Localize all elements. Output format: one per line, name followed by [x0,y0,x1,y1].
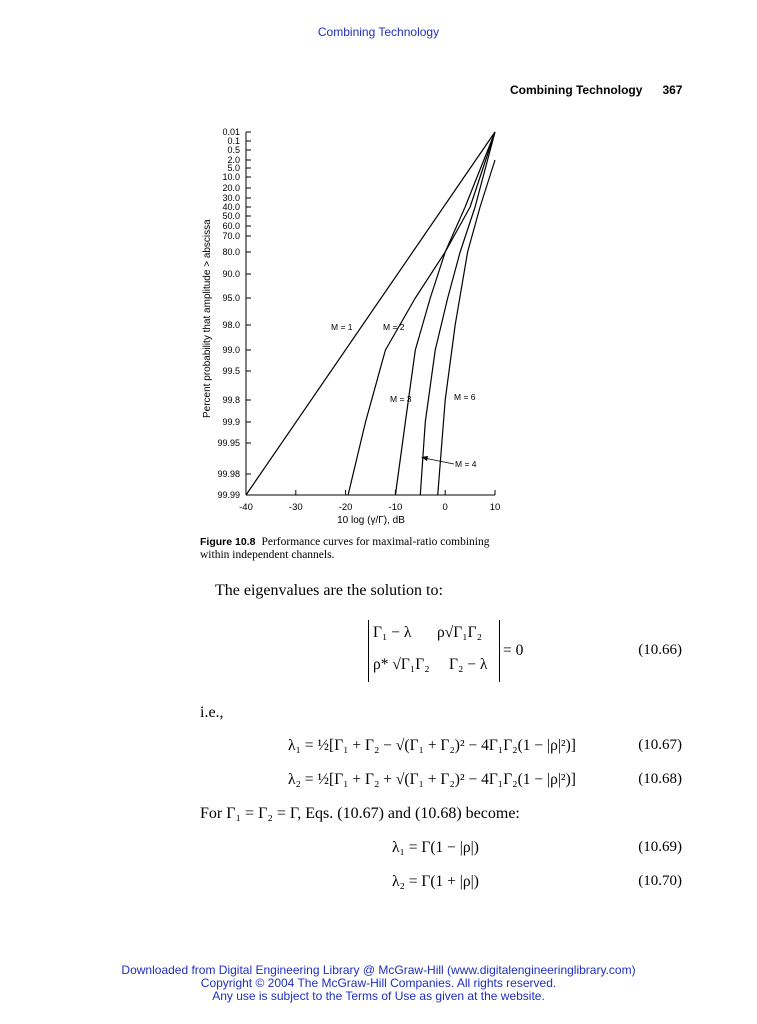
running-head-title: Combining Technology [510,83,643,97]
curve-label-m3: M = 3 [390,394,412,404]
y-tick-label: 30.0 [222,193,240,203]
det-a12: ρ√Γ₁Γ₂ [437,624,482,641]
eq-number-10-68: (10.68) [638,771,682,787]
y-tick-label: 60.0 [222,221,240,231]
y-tick-label: 98.0 [222,320,240,330]
y-tick-label: 99.0 [222,345,240,355]
curve-m6 [438,160,495,495]
y-tick-label: 0.5 [227,145,240,155]
y-tick-label: 99.8 [222,395,240,405]
figure-label: Figure 10.8 [200,536,256,548]
eq-number-10-69: (10.69) [638,839,682,855]
y-tick-label: 99.9 [222,417,240,427]
x-tick-label: -40 [239,502,253,513]
figure-caption-text: Performance curves for maximal-ratio combining within independent channels. [200,536,490,561]
footer-terms: Any use is subject to the Terms of Use as given at the website. [212,989,545,1003]
header-link[interactable]: Combining Technology [317,25,440,39]
x-tick-label: -10 [388,502,403,513]
x-tick-label: 10 [489,502,501,513]
equation-10-68: λ₂ = ½[Γ₁ + Γ₂ + √(Γ₁ + Γ₂)² − 4Γ₁Γ₂(1 − |ρ|²)] [288,771,576,788]
page-number: 367 [662,83,683,97]
curve-label-m4: M = 4 [455,459,477,469]
y-tick-label: 5.0 [227,163,240,173]
y-tick-label: 20.0 [222,183,240,193]
y-tick-label: 99.98 [217,469,240,479]
chart-curves [246,132,495,495]
special-case-paragraph: For Γ₁ = Γ₂ = Γ, Eqs. (10.67) and (10.68) become: [200,805,520,822]
intro-paragraph: The eigenvalues are the solution to: [215,582,443,599]
equation-10-70: λ₂ = Γ(1 + |ρ|) [392,873,479,890]
x-tick-label: 0 [442,502,448,513]
y-tick-label: 95.0 [222,293,240,303]
eq-number-10-67: (10.67) [638,737,682,753]
y-tick-label: 70.0 [222,231,240,241]
y-tick-label: 40.0 [222,202,240,212]
curve-label-m6: M = 6 [454,392,476,402]
determinant [368,620,500,682]
y-tick-label: 80.0 [222,247,240,257]
y-tick-label: 0.01 [222,127,240,137]
y-tick-label: 10.0 [222,172,240,182]
y-tick-label: 99.5 [222,366,240,376]
det-a11: Γ₁ − λ [373,624,412,641]
y-tick-label: 90.0 [222,269,240,279]
y-axis-label: Percent probability that amplitude > abscissa [202,219,213,418]
det-rhs: = 0 [503,642,524,659]
y-tick-label: 0.1 [227,136,240,146]
x-tick-label: -30 [288,502,303,513]
y-tick-label: 2.0 [227,155,240,165]
det-a21: ρ* √Γ₁Γ₂ [373,656,430,673]
figure-caption [200,536,520,562]
x-tick-label: -20 [338,502,353,513]
footer [0,964,757,1003]
det-a22: Γ₂ − λ [449,656,488,673]
ie-text: i.e., [200,704,224,721]
equation-10-67: λ₁ = ½[Γ₁ + Γ₂ − √(Γ₁ + Γ₂)² − 4Γ₁Γ₂(1 − |ρ|²)] [288,737,576,754]
m4-arrowhead [421,456,428,461]
y-tick-label: 99.95 [217,438,240,448]
eq-number-10-66: (10.66) [638,642,682,658]
footer-copyright: Copyright © 2004 The McGraw-Hill Companies. All rights reserved. [200,976,557,990]
y-tick-label: 50.0 [222,211,240,221]
x-ticks [239,490,500,513]
curve-label-m2: M = 2 [383,322,405,332]
eq-number-10-70: (10.70) [638,873,682,889]
footer-download-link[interactable]: Downloaded from Digital Engineering Library @ McGraw-Hill (www.digitalengineeringlibrary.com) [121,963,636,977]
curve-label-m1: M = 1 [331,322,353,332]
y-tick-label: 99.99 [217,490,240,500]
x-axis-label: 10 log (γ/Γ), dB [337,515,405,526]
m4-leader-line [424,458,454,464]
equation-10-69: λ₁ = Γ(1 − |ρ|) [392,839,479,856]
